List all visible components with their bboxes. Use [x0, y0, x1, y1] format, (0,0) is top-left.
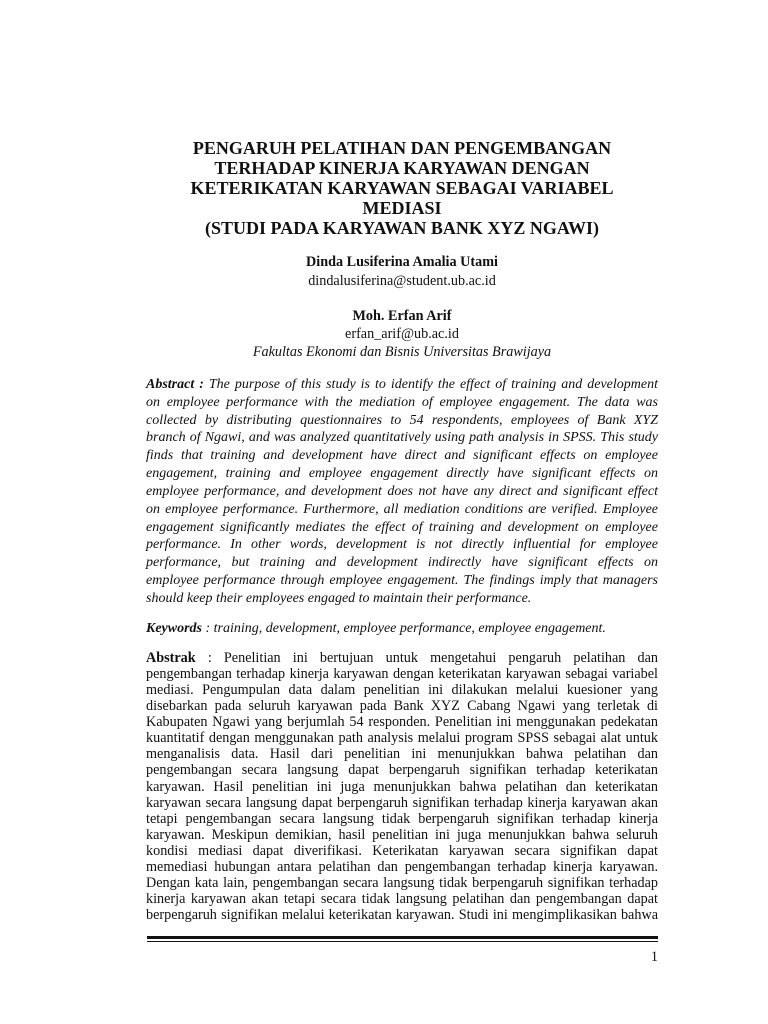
abstract-paragraph — [146, 376, 658, 608]
author-name: Dinda Lusiferina Amalia Utami — [306, 254, 498, 270]
author-affiliation: Fakultas Ekonomi dan Bisnis Universitas Brawijaya — [252, 344, 552, 360]
author-email: erfan_arif@ub.ac.id — [345, 326, 459, 342]
abstract-line-text: The purpose of this study is to identify the effect of training and development — [208, 377, 658, 392]
footer-rule — [147, 936, 658, 942]
abstrak-line: kondisi mediasi dapat diverifikasi. Keterikatan karyawan secara signifikan dapat — [146, 842, 658, 859]
page-number: 1 — [650, 949, 658, 965]
abstrak-line: karyawan. Hasil penelitian ini juga menunjukkan bahwa pelatihan dan keterikatan — [146, 778, 658, 795]
title-line: TERHADAP KINERJA KARYAWAN DENGAN — [214, 158, 590, 178]
keywords-line — [146, 620, 658, 638]
keywords-text: : training, development, employee performance, employee engagement. — [205, 621, 606, 636]
author-email: dindalusiferina@student.ub.ac.id — [308, 273, 496, 289]
abstrak-label: Abstrak — [146, 650, 196, 666]
abstract-line: should keep their employees engaged to maintain their performance. — [146, 590, 532, 606]
abstrak-line: berpengaruh signifikan melalui keterikatan karyawan. Studi ini mengimplikasikan bahwa — [146, 907, 658, 923]
abstract-line: on employee performance with the mediation of employee engagement. The data was — [146, 394, 658, 410]
abstract-line: performance, but training and development indirectly have significant effects on — [146, 555, 658, 571]
abstrak-paragraph — [146, 650, 658, 923]
abstract-line: engagement, training and employee engagement directly have significant effects on — [146, 466, 658, 482]
author-name: Moh. Erfan Arif — [352, 308, 452, 324]
abstrak-line: disebarkan pada seluruh karyawan pada Bank XYZ Cabang Ngawi yang terletak di — [146, 698, 658, 715]
abstrak-line: kuantitatif dengan menggunakan path analysis melalui program SPSS sebagai alat untuk — [146, 730, 658, 747]
abstract-line: employee performance, and development does not have any direct and significant effect — [146, 483, 658, 499]
abstract-line: performance. In other words, development is not directly influential for employee — [146, 537, 658, 553]
abstrak-line: mediasi. Pengumpulan data dalam penelitian ini dilakukan melalui kuesioner yang — [146, 682, 658, 699]
abstract-line: on employee performance. Furthermore, all mediation conditions are verified. Employee — [146, 501, 658, 517]
abstrak-line: pengembangan secara langsung dapat berpengaruh signifikan terhadap keterikatan — [146, 762, 658, 779]
abstract-line: engagement significantly mediates the effect of training and development on employee — [146, 519, 658, 535]
abstrak-line: pengembangan terhadap kinerja karyawan dengan keterikatan karyawan sebagai variabel — [146, 666, 658, 683]
abstrak-line: kinerja karyawan akan tetapi secara tidak langsung pelatihan dan pengembangan dapat — [146, 890, 658, 907]
abstrak-line: Dengan kata lain, pengembangan secara langsung tidak berpengaruh signifikan terhadap — [146, 874, 658, 891]
abstrak-line: karyawan. Meskipun demikian, hasil penelitian ini juga menunjukkan bahwa seluruh — [146, 826, 658, 843]
abstrak-line: memediasi hubungan antara pelatihan dan pengembangan terhadap kinerja karyawan. — [146, 858, 658, 875]
abstract-line: employee performance through employee engagement. The findings imply that managers — [146, 573, 658, 589]
abstract-line: finds that training and development have direct and significant effects on employee — [146, 448, 658, 464]
title-line: MEDIASI — [362, 198, 442, 218]
abstract-line: collected by distributing questionnaires to 54 respondents, employees of Bank XYZ — [146, 412, 658, 428]
title-line: KETERIKATAN KARYAWAN SEBAGAI VARIABEL — [190, 178, 614, 198]
abstract-line: branch of Ngawi, and was analyzed quantitatively using path analysis in SPSS. This study — [146, 430, 658, 446]
abstrak-line — [146, 650, 658, 666]
abstrak-line: tetapi pengembangan secara langsung tidak berpengaruh signifikan terhadap kinerja — [146, 810, 658, 827]
keywords-label: Keywords — [146, 621, 202, 636]
abstrak-line: menganalisis data. Hasil dari penelitian ini menunjukkan bahwa pelatihan dan — [146, 746, 658, 763]
abstrak-line-text: : Penelitian ini bertujuan untuk mengetahui pengaruh pelatihan dan — [207, 650, 658, 666]
abstrak-line: karyawan secara langsung dapat berpengaruh signifikan terhadap kinerja karyawan akan — [146, 794, 658, 811]
paper-title — [96, 138, 708, 238]
abstract-label: Abstract : — [146, 377, 204, 392]
abstrak-line: Kabupaten Ngawi yang berjumlah 54 responden. Penelitian ini menggunakan pedekatan — [146, 714, 658, 731]
title-line: (STUDI PADA KARYAWAN BANK XYZ NGAWI) — [205, 218, 599, 238]
abstract-line — [146, 376, 658, 394]
title-line: PENGARUH PELATIHAN DAN PENGEMBANGAN — [192, 138, 612, 158]
